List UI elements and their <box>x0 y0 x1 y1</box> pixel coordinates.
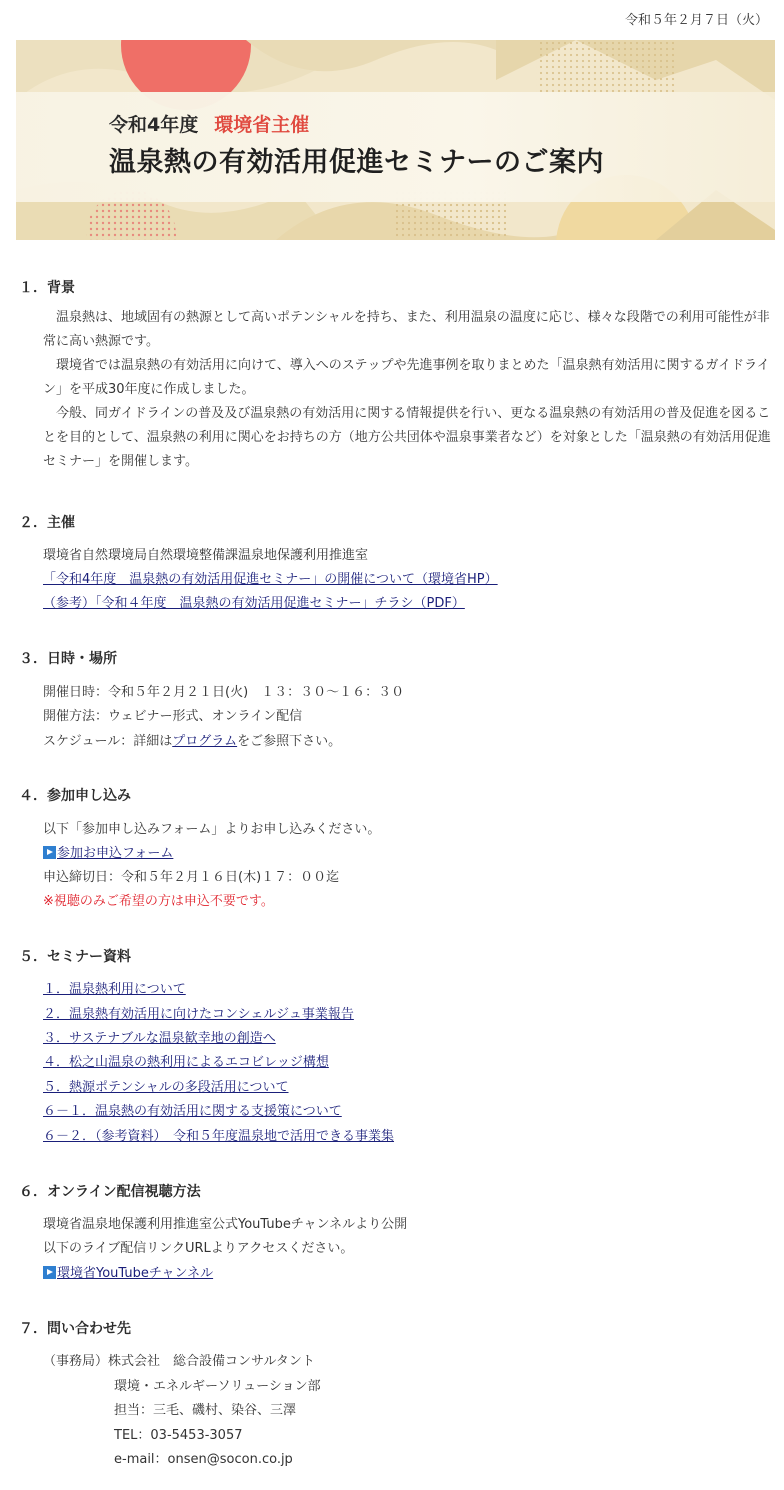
section-4-heading: ４．参加申し込み <box>19 788 131 804</box>
schedule-line <box>43 730 341 749</box>
youtube-channel-link[interactable]: 環境省YouTubeチャンネル <box>57 1266 214 1281</box>
section-7-heading: ７．問い合わせ先 <box>19 1321 131 1337</box>
background-paragraph-2: 環境省では温泉熱の有効活用に向けて、導入へのステップや先進事例を取りまとめた「温泉熱有効活用に関するガイドライン」を平成30年度に作成しました。 <box>43 358 770 397</box>
schedule-suffix: をご参照下さい。 <box>237 734 342 749</box>
banner-title: 温泉熱の有効活用促進セミナーのご案内 <box>109 147 604 178</box>
seminar-banner <box>16 40 775 240</box>
event-datetime: 開催日時：令和５年２月２１日(火) １３：３０～１６：３０ <box>43 685 405 700</box>
viewing-note: ※視聴のみご希望の方は申込不要です。 <box>43 894 274 909</box>
material-link[interactable]: ５．熱源ポテンシャルの多段活用について <box>43 1080 289 1095</box>
material-link[interactable]: ３．サステナブルな温泉歓幸地の創造へ <box>43 1031 276 1046</box>
application-deadline: 申込締切日：令和５年２月１６日(木)１７：００迄 <box>43 870 340 885</box>
program-link[interactable]: プログラム <box>172 734 238 749</box>
streaming-line-1: 環境省温泉地保護利用推進室公式YouTubeチャンネルより公開 <box>43 1217 408 1232</box>
application-form-link[interactable]: 参加お申込フォーム <box>57 846 174 861</box>
application-intro: 以下「参加申し込みフォーム」よりお申し込みください。 <box>43 822 381 837</box>
contact-staff: 担当：三毛、磯村、染谷、三澤 <box>114 1403 297 1418</box>
contact-tel: TEL：03-5453-3057 <box>114 1428 243 1443</box>
contact-email: e-mail：onsen@socon.co.jp <box>114 1452 293 1467</box>
section-2-heading: ２．主催 <box>19 515 75 531</box>
moe-seminar-link[interactable]: 「令和4年度 温泉熱の有効活用促進セミナー」の開催について（環境省HP） <box>43 572 498 587</box>
contact-company-line <box>43 1350 315 1369</box>
play-arrow-icon <box>43 1266 56 1279</box>
play-arrow-icon <box>43 846 56 859</box>
material-link[interactable]: １．温泉熱利用について <box>43 982 186 997</box>
banner-subtitle <box>109 110 309 137</box>
background-paragraph-3: 今般、同ガイドラインの普及及び温泉熱の有効活用に関する情報提供を行い、更なる温泉熱の有効活用の普及促進を図ることを目的として、温泉熱の利用に関心をお持ちの方（地方公共団体や温泉事業者など）を対象とした「温泉熱の有効活用促進セミナー」を開催します。 <box>43 406 771 469</box>
section-5-heading: ５．セミナー資料 <box>19 949 131 965</box>
background-paragraph-1: 温泉熱は、地域固有の熱源として高いポテンシャルを持ち、また、利用温泉の温度に応じ、様々な段階での利用可能性が非常に高い熱源です。 <box>43 310 770 349</box>
contact-department: 環境・エネルギーソリューション部 <box>114 1379 321 1394</box>
section-6-heading: ６．オンライン配信視聴方法 <box>19 1184 201 1200</box>
streaming-line-2: 以下のライブ配信リンクURLよりアクセスください。 <box>43 1241 354 1256</box>
event-method: 開催方法：ウェビナー形式、オンライン配信 <box>43 709 303 724</box>
section-3-heading: ３．日時・場所 <box>19 651 117 667</box>
contact-company: 株式会社 総合設備コンサルタント <box>108 1354 315 1369</box>
section-1-heading: １．背景 <box>19 280 75 296</box>
banner-organizer: 環境省主催 <box>214 114 310 136</box>
flyer-pdf-link[interactable]: （参考）「令和４年度 温泉熱の有効活用促進セミナー」チラシ（PDF） <box>43 596 465 611</box>
material-link[interactable]: ２．温泉熱有効活用に向けたコンシェルジュ事業報告 <box>43 1007 354 1022</box>
material-link[interactable]: ４．松之山温泉の熱利用によるエコビレッジ構想 <box>43 1055 329 1070</box>
contact-label: （事務局） <box>43 1354 109 1369</box>
date-label: 令和５年２月７日（火） <box>624 13 768 28</box>
material-link[interactable]: ６－２．（参考資料） 令和５年度温泉地で活用できる事業集 <box>43 1129 395 1144</box>
organizer-text: 環境省自然環境局自然環境整備課温泉地保護利用推進室 <box>43 548 369 563</box>
schedule-prefix: スケジュール：詳細は <box>43 734 173 749</box>
material-link[interactable]: ６－１．温泉熱の有効活用に関する支援策について <box>43 1104 342 1119</box>
banner-fiscal-year: 令和4年度 <box>109 114 199 136</box>
